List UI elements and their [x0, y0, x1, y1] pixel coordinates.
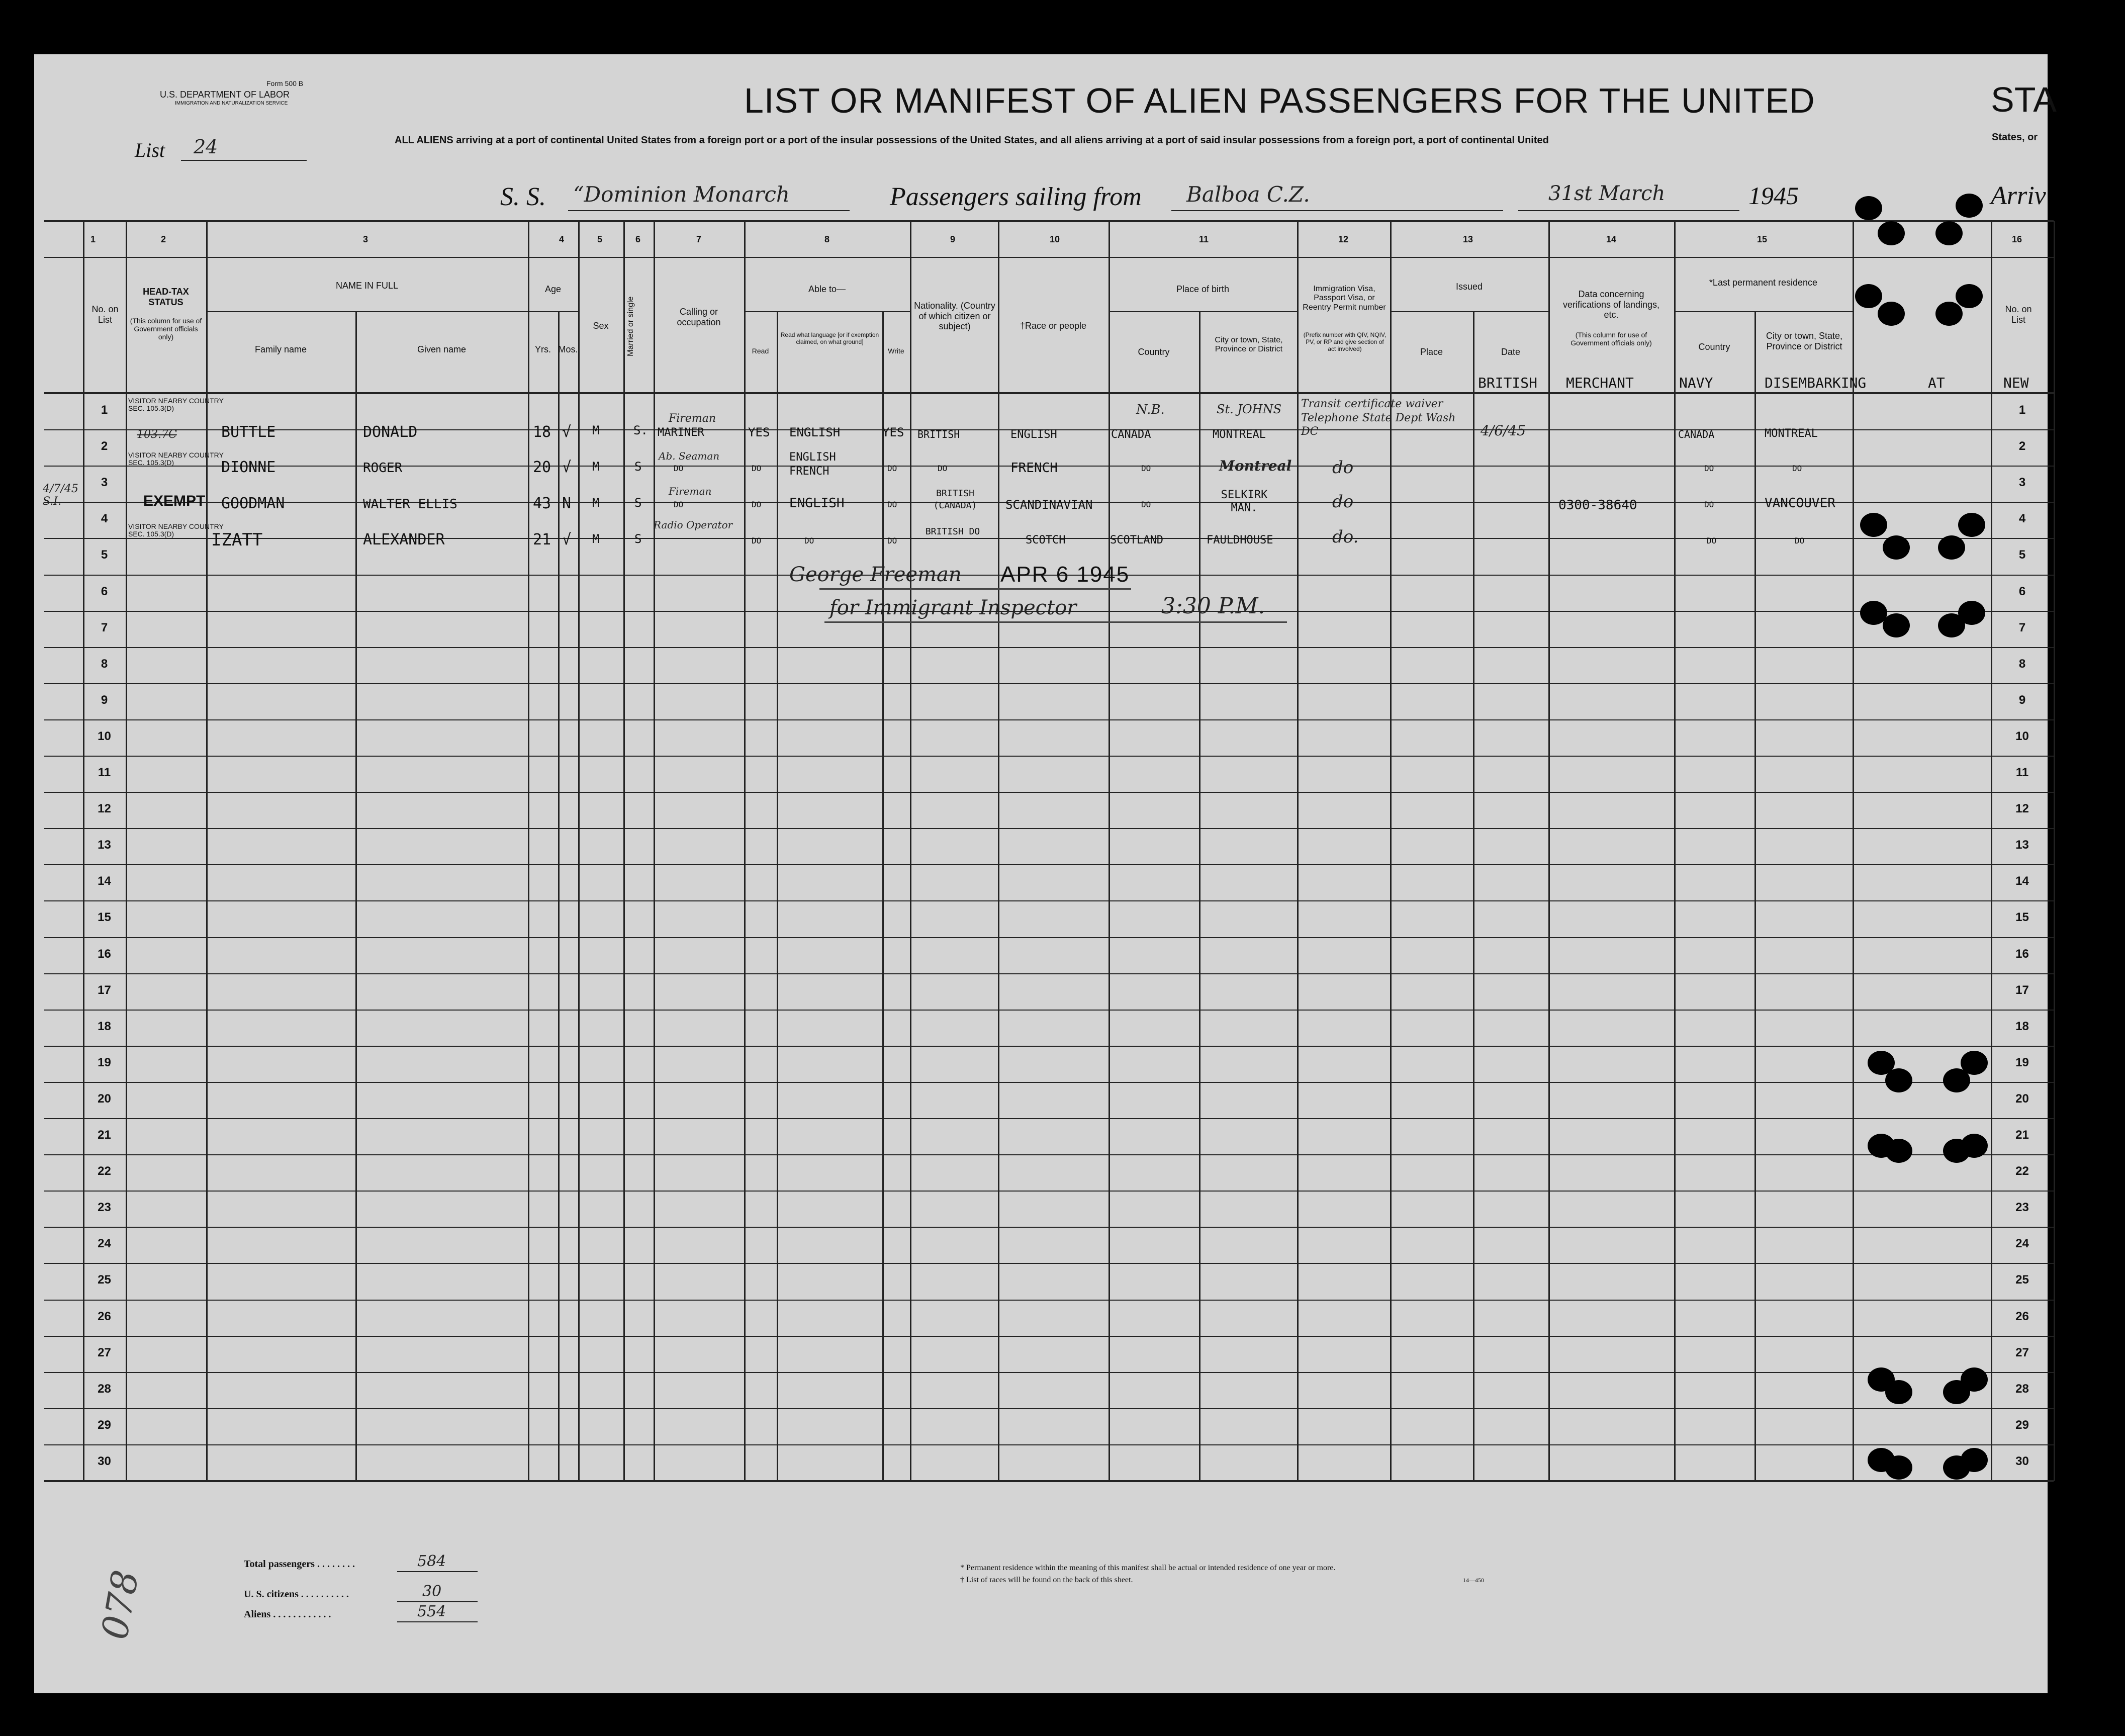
row-number-left: 29 [98, 1418, 111, 1432]
read-3: DO [752, 500, 762, 509]
stamp-date: APR 6 1945 [1000, 562, 1130, 587]
row-number-right: 6 [2018, 585, 2026, 598]
header-age: Age [544, 284, 562, 294]
row-number-left: 8 [101, 657, 108, 671]
row-number-right: 3 [2018, 476, 2026, 489]
header-place: Place [1420, 347, 1443, 357]
banner-merchant: MERCHANT [1566, 375, 1634, 391]
col-line [882, 312, 884, 1481]
row-number-left: 19 [98, 1056, 111, 1069]
row-line [44, 1408, 2054, 1409]
row-number-right: 26 [2015, 1310, 2029, 1323]
row-number-right: 1 [2018, 403, 2026, 417]
row-number-left: 14 [98, 874, 111, 888]
visa-4: do. [1332, 527, 1359, 547]
col-number-8: 8 [824, 234, 830, 244]
header-verif: Data concerning verifications of landings, etc. [1562, 289, 1660, 320]
header-issued: Issued [1455, 282, 1483, 292]
family-name-4: IZATT [211, 530, 263, 550]
city-2: Montreal [1219, 458, 1292, 474]
col-line [2054, 221, 2055, 1481]
banner-at: AT [1928, 375, 1945, 391]
row-line [44, 1444, 2054, 1445]
row-number-left: 2 [101, 439, 108, 453]
status-3: EXEMPT [143, 493, 206, 509]
lr-city-3: VANCOUVER [1765, 496, 1835, 511]
header-city: City or town, State, Province or District [1215, 336, 1283, 354]
row-number-right: 4 [2018, 512, 2026, 525]
row-number-left: 11 [98, 766, 111, 779]
col-number-12: 12 [1338, 234, 1349, 244]
row-number-left: 30 [98, 1454, 111, 1468]
country-3: DO [1141, 500, 1151, 509]
col-line [1108, 221, 1110, 1481]
nationality-3: BRITISH (CANADA) [933, 488, 977, 511]
row-number-right: 13 [2015, 838, 2029, 852]
col-line [1199, 312, 1200, 1481]
lr-country-3: DO [1704, 500, 1714, 509]
row-number-left: 17 [98, 983, 111, 997]
header-country: Country [1138, 347, 1170, 357]
row-number-right: 19 [2015, 1056, 2029, 1069]
race-1: ENGLISH [1010, 428, 1057, 441]
city-3: SELKIRK MAN. [1221, 489, 1268, 515]
col-line [744, 221, 746, 1481]
read-4: DO [752, 536, 762, 545]
row-line [44, 937, 2054, 938]
col-number-5: 5 [597, 234, 603, 244]
col-number-13: 13 [1463, 234, 1473, 244]
header-lr-city: City or town, State, Province or District [1766, 331, 1843, 351]
punch-hole [1878, 221, 1905, 245]
row-number-left: 7 [101, 621, 108, 634]
margin-number: 078 [93, 1567, 147, 1642]
banner-new: NEW [2003, 375, 2029, 391]
race-2: FRENCH [1010, 461, 1058, 476]
read-1: YES [748, 425, 770, 439]
row-number-left: 24 [98, 1237, 111, 1250]
col-line [910, 221, 911, 1481]
header-read-lang: Read what language [or if exemption claimed, on what ground] [780, 331, 879, 345]
col-line [1853, 221, 1854, 1481]
header-lr-country: Country [1698, 342, 1730, 352]
col-number-2: 2 [161, 234, 166, 244]
inspector-signature: George Freeman [789, 563, 962, 586]
city-1: MONTREAL [1213, 428, 1266, 441]
row-number-left: 16 [98, 947, 111, 961]
header-given-name: Given name [417, 344, 467, 354]
calling-hw-4: Radio Operator [654, 519, 733, 531]
punch-hole [1878, 302, 1905, 326]
age-mos-3: N [562, 495, 572, 512]
sailing-label: Passengers sailing from [890, 182, 1142, 211]
header-family-name: Family name [254, 344, 307, 354]
header-verif-note: (This column for use of Government officials only) [1570, 331, 1652, 347]
marital-2: S [634, 460, 642, 474]
punch-hole [1958, 513, 1985, 537]
total-passengers-label: Total passengers . . . . . . . . [244, 1559, 355, 1570]
list-label: List [135, 139, 165, 161]
margin-note-3: 4/7/45 S.I. [43, 483, 78, 508]
col-number-11: 11 [1199, 234, 1209, 244]
header-place-of-birth: Place of birth [1176, 284, 1230, 294]
col-number-3: 3 [363, 234, 368, 244]
visa-2: do [1332, 458, 1354, 478]
marital-1: S. [633, 423, 648, 437]
row-line [44, 1481, 2054, 1482]
col-line [998, 221, 999, 1481]
row-number-left: 25 [98, 1273, 111, 1287]
aliens-underline [397, 1621, 478, 1622]
punch-hole [1860, 513, 1887, 537]
row-line [44, 900, 2054, 901]
age-yrs-2: 20 [533, 459, 551, 476]
row-number-right: 22 [2015, 1164, 2029, 1178]
family-name-2: DIONNE [221, 459, 276, 476]
punch-hole [1855, 284, 1882, 308]
row-line [44, 719, 2054, 720]
header-sex: Sex [593, 321, 609, 331]
header-able-to: Able to— [808, 284, 846, 294]
form-code: 14—450 [1463, 1577, 1484, 1584]
punch-hole [1883, 613, 1910, 637]
calling-2: DO [674, 464, 684, 473]
manifest-subtitle: ALL ALIENS arriving at a port of continental United States from a foreign port or a port of the insular possessions of the United States, and all aliens arriving at a port of said insular possessions from a foreign port, a port of continental United [395, 135, 1549, 146]
read-2: DO [752, 464, 762, 473]
header-yrs: Yrs. [534, 344, 551, 354]
row-line [44, 1263, 2054, 1264]
stamp-underline [819, 588, 1131, 590]
write-4: DO [887, 536, 897, 545]
punch-hole [1961, 1134, 1988, 1158]
race-4: SCOTCH [1026, 534, 1066, 546]
sailing-year: 1945 [1748, 181, 1799, 210]
visa-1: Transit certificate waiver Telephone State Dept Wash DC [1301, 398, 1456, 438]
row-number-left: 9 [101, 693, 108, 707]
us-citizens-label: U. S. citizens . . . . . . . . . . [244, 1589, 349, 1600]
col-line [1297, 221, 1299, 1481]
row-line [44, 973, 2054, 974]
punch-hole [1961, 1448, 1988, 1472]
col-number-10: 10 [1050, 234, 1060, 244]
punch-hole [1855, 196, 1882, 220]
col-line [654, 221, 655, 1481]
given-name-4: ALEXANDER [363, 531, 445, 549]
punch-hole [1956, 284, 1983, 308]
row-line [44, 864, 2054, 865]
punch-hole [1958, 601, 1985, 625]
arriving-cut: Arriv [1991, 181, 2046, 210]
age-mos-4: √ [562, 531, 572, 549]
col-line [623, 221, 625, 1481]
col-line [355, 312, 357, 1481]
row-number-right: 25 [2015, 1273, 2029, 1287]
row-number-right: 10 [2015, 729, 2029, 743]
banner-british: BRITISH [1478, 375, 1538, 391]
footnote-2: † List of races will be found on the back of this sheet. [960, 1576, 1133, 1584]
lang-2: ENGLISH FRENCH [789, 451, 836, 478]
inspector-line2: for Immigrant Inspector [829, 596, 1077, 619]
row-number-right: 29 [2015, 1418, 2029, 1432]
row-number-right: 5 [2018, 548, 2026, 562]
row-number-right: 8 [2018, 657, 2026, 671]
department: U.S. DEPARTMENT OF LABOR [160, 89, 290, 100]
lang-3: ENGLISH [789, 496, 845, 511]
row-number-left: 27 [98, 1346, 111, 1359]
manifest-title: LIST OR MANIFEST OF ALIEN PASSENGERS FOR THE UNITED [744, 81, 1815, 120]
header-read: Read [752, 347, 769, 355]
lr-city-4: DO [1795, 536, 1805, 545]
row-number-right: 27 [2015, 1346, 2029, 1359]
citizens-underline [397, 1601, 478, 1602]
row-number-left: 26 [98, 1310, 111, 1323]
punch-hole [1885, 1455, 1912, 1480]
lang-4: DO [804, 536, 814, 545]
stamp-time: 3:30 P.M. [1161, 593, 1265, 619]
col-number-7: 7 [696, 234, 702, 244]
punch-hole [1885, 1139, 1912, 1163]
row-line [44, 1082, 2054, 1083]
row-number-left: 4 [101, 512, 108, 525]
col-number-9: 9 [950, 234, 956, 244]
punch-hole [1961, 1367, 1988, 1392]
city-top-1: St. JOHNS [1217, 402, 1282, 416]
calling-hw-2: Ab. Seaman [659, 450, 720, 462]
manifest-title-cut: STA [1991, 80, 2057, 119]
row-number-right: 14 [2015, 874, 2029, 888]
given-name-3: WALTER ELLIS [363, 497, 457, 512]
banner-navy: NAVY [1679, 375, 1713, 391]
lr-city-1: MONTREAL [1765, 427, 1818, 440]
marital-3: S [634, 496, 642, 510]
col-number-15: 15 [1757, 234, 1768, 244]
header-last-res: *Last permanent residence [1709, 278, 1818, 288]
row-number-left: 13 [98, 838, 111, 852]
row-line [44, 756, 2054, 757]
punch-hole [1956, 194, 1983, 218]
col-line [558, 312, 560, 1481]
row-number-right: 30 [2015, 1454, 2029, 1468]
row-number-left: 15 [98, 910, 111, 924]
country-4: SCOTLAND [1110, 534, 1163, 546]
age-yrs-1: 18 [533, 423, 551, 441]
row-number-left: 28 [98, 1382, 111, 1396]
row-line [44, 1227, 2054, 1228]
country-2: DO [1141, 464, 1151, 473]
row-line [44, 1191, 2054, 1192]
punch-hole [1935, 221, 1963, 245]
row-line [44, 1046, 2054, 1047]
punch-hole [1885, 1068, 1912, 1092]
row-line [44, 792, 2054, 793]
list-number: 24 [194, 136, 218, 158]
row-line [44, 1154, 2054, 1155]
country-1: CANADA [1111, 428, 1151, 441]
col-line [126, 221, 127, 1481]
row-number-right: 23 [2015, 1201, 2029, 1214]
calling-hw-1: Fireman [669, 412, 716, 425]
row-number-left: 6 [101, 585, 108, 598]
lr-country-1: CANADA [1678, 428, 1715, 440]
sex-2: M [592, 460, 600, 474]
col-number-6: 6 [635, 234, 641, 244]
row-number-right: 15 [2015, 910, 2029, 924]
calling-hw-3: Fireman [669, 485, 712, 497]
write-1: YES [882, 425, 904, 439]
marital-4: S [634, 532, 642, 546]
given-name-1: DONALD [363, 423, 418, 441]
manifest-subtitle-cut: States, or [1992, 132, 2038, 143]
header-head-tax-note: (This column for use of Government officials only) [130, 317, 202, 341]
row-number-right: 2 [2018, 439, 2026, 453]
row-line [44, 1372, 2054, 1373]
aliens-label: Aliens . . . . . . . . . . . . [244, 1609, 331, 1620]
ss-label: S. S. [500, 182, 546, 211]
age-mos-1: √ [562, 423, 572, 441]
age-yrs-3: 43 [533, 495, 551, 512]
row-number-right: 24 [2015, 1237, 2029, 1250]
row-line [44, 828, 2054, 829]
col-line [528, 221, 529, 1481]
issued-date-1: 4/6/45 [1481, 422, 1526, 439]
calling-1: MARINER [658, 426, 704, 439]
col-line [1473, 312, 1474, 1481]
verif-3: 0300-38640 [1558, 498, 1637, 513]
punch-hole [1935, 302, 1963, 326]
row-number-left: 22 [98, 1164, 111, 1178]
col-line [1991, 221, 1992, 1481]
row-number-right: 16 [2015, 947, 2029, 961]
total-passengers-value: 584 [417, 1552, 446, 1570]
header-name-in-full: NAME IN FULL [335, 281, 399, 291]
service: IMMIGRATION AND NATURALIZATION SERVICE [175, 101, 288, 106]
age-mos-2: √ [562, 459, 572, 476]
row-number-left: 3 [101, 476, 108, 489]
city-4: FAULDHOUSE [1207, 534, 1273, 546]
row-line [44, 683, 2054, 684]
col-line [1754, 312, 1756, 1481]
row-number-left: 10 [98, 729, 111, 743]
punch-hole [1885, 1380, 1912, 1404]
sex-3: M [592, 496, 600, 510]
row-number-left: 1 [101, 403, 108, 417]
sex-4: M [592, 532, 600, 546]
punch-hole [1961, 1051, 1988, 1075]
calling-3: DO [674, 500, 684, 509]
header-calling: Calling or occupation [677, 307, 721, 327]
row-line [44, 1336, 2054, 1337]
write-2: DO [887, 464, 897, 473]
status-1: 103.7C [137, 428, 177, 441]
row-number-left: 12 [98, 802, 111, 815]
row-number-right: 20 [2015, 1092, 2029, 1106]
punch-hole [1883, 535, 1910, 560]
col-line [578, 221, 580, 1481]
row-number-right: 7 [2018, 621, 2026, 634]
us-citizens-value: 30 [422, 1583, 442, 1600]
punch-hole [1938, 535, 1965, 560]
header-nationality: Nationality. (Country of which citizen or subject) [914, 301, 995, 332]
family-name-1: BUTTLE [221, 423, 276, 441]
col-line [83, 221, 84, 1481]
row-line [44, 1118, 2054, 1119]
row-line [44, 647, 2054, 648]
row-number-left: 18 [98, 1020, 111, 1033]
header-write: Write [888, 347, 904, 355]
visa-3: do [1332, 492, 1354, 512]
row-number-right: 11 [2015, 766, 2029, 779]
header-no-on-list-right: No. on List [2005, 304, 2032, 325]
status-top-1: VISITOR NEARBY COUNTRY SEC. 105.3(D) [128, 397, 224, 413]
lr-city-2: DO [1792, 464, 1802, 473]
header-visa-note: (Prefix number with QIV, NQIV, PV, or RP and give section of act involved) [1303, 331, 1387, 352]
age-yrs-4: 21 [533, 531, 551, 549]
banner-disembarking: DISEMBARKING [1765, 375, 1867, 391]
sailing-port: Balboa C.Z. [1186, 182, 1310, 207]
write-3: DO [887, 500, 897, 509]
col-line [777, 312, 778, 1481]
row-number-left: 23 [98, 1201, 111, 1214]
sailing-day: 31st March [1548, 182, 1666, 205]
header-mos: Mos. [558, 344, 578, 354]
family-name-3: GOODMAN [221, 495, 285, 512]
header-visa: Immigration Visa, Passport Visa, or Reentry Permit number [1303, 285, 1386, 312]
header-no-on-list: No. on List [91, 304, 119, 325]
header-head-tax: HEAD-TAX STATUS [143, 287, 189, 307]
footnote-1: * Permanent residence within the meaning of this manifest shall be actual or intended residence of one year or more. [960, 1564, 1336, 1572]
sex-1: M [592, 423, 600, 437]
stamp-underline [824, 621, 1287, 623]
row-number-right: 17 [2015, 983, 2029, 997]
header-married: Married or single [626, 296, 635, 356]
total-underline [397, 1571, 478, 1572]
col-line [1548, 221, 1550, 1481]
row-line [44, 1300, 2054, 1301]
nationality-2: DO [938, 464, 948, 473]
country-top-1: N.B. [1136, 402, 1165, 417]
row-number-right: 28 [2015, 1382, 2029, 1396]
col-number-1: 1 [90, 234, 96, 244]
col-number-16: 16 [2012, 234, 2022, 244]
form-number: Form 500 B [266, 79, 304, 87]
lang-1: ENGLISH [789, 425, 841, 439]
col-number-14: 14 [1606, 234, 1617, 244]
given-name-2: ROGER [363, 461, 403, 476]
row-number-right: 9 [2018, 693, 2026, 707]
status-top-2: VISITOR NEARBY COUNTRY SEC. 105.3(D) [128, 451, 224, 467]
header-date: Date [1501, 347, 1521, 357]
header-race: †Race or people [1020, 321, 1087, 331]
ship-name: “Dominion Monarch [573, 182, 790, 207]
nationality-1: BRITISH [917, 428, 960, 440]
col-number-4: 4 [559, 234, 565, 244]
row-number-left: 20 [98, 1092, 111, 1106]
nationality-4: BRITISH DO [925, 526, 980, 537]
row-number-right: 18 [2015, 1020, 2029, 1033]
row-line [44, 1010, 2054, 1011]
row-number-left: 5 [101, 548, 108, 562]
status-top-4: VISITOR NEARBY COUNTRY SEC. 105.3(D) [128, 522, 224, 538]
lr-country-4: DO [1707, 536, 1717, 545]
race-3: SCANDINAVIAN [1005, 498, 1093, 512]
col-line [1674, 221, 1676, 1481]
lr-country-2: DO [1704, 464, 1714, 473]
aliens-value: 554 [417, 1603, 446, 1620]
row-number-right: 12 [2015, 802, 2029, 815]
row-number-right: 21 [2015, 1128, 2029, 1142]
row-number-left: 21 [98, 1128, 111, 1142]
